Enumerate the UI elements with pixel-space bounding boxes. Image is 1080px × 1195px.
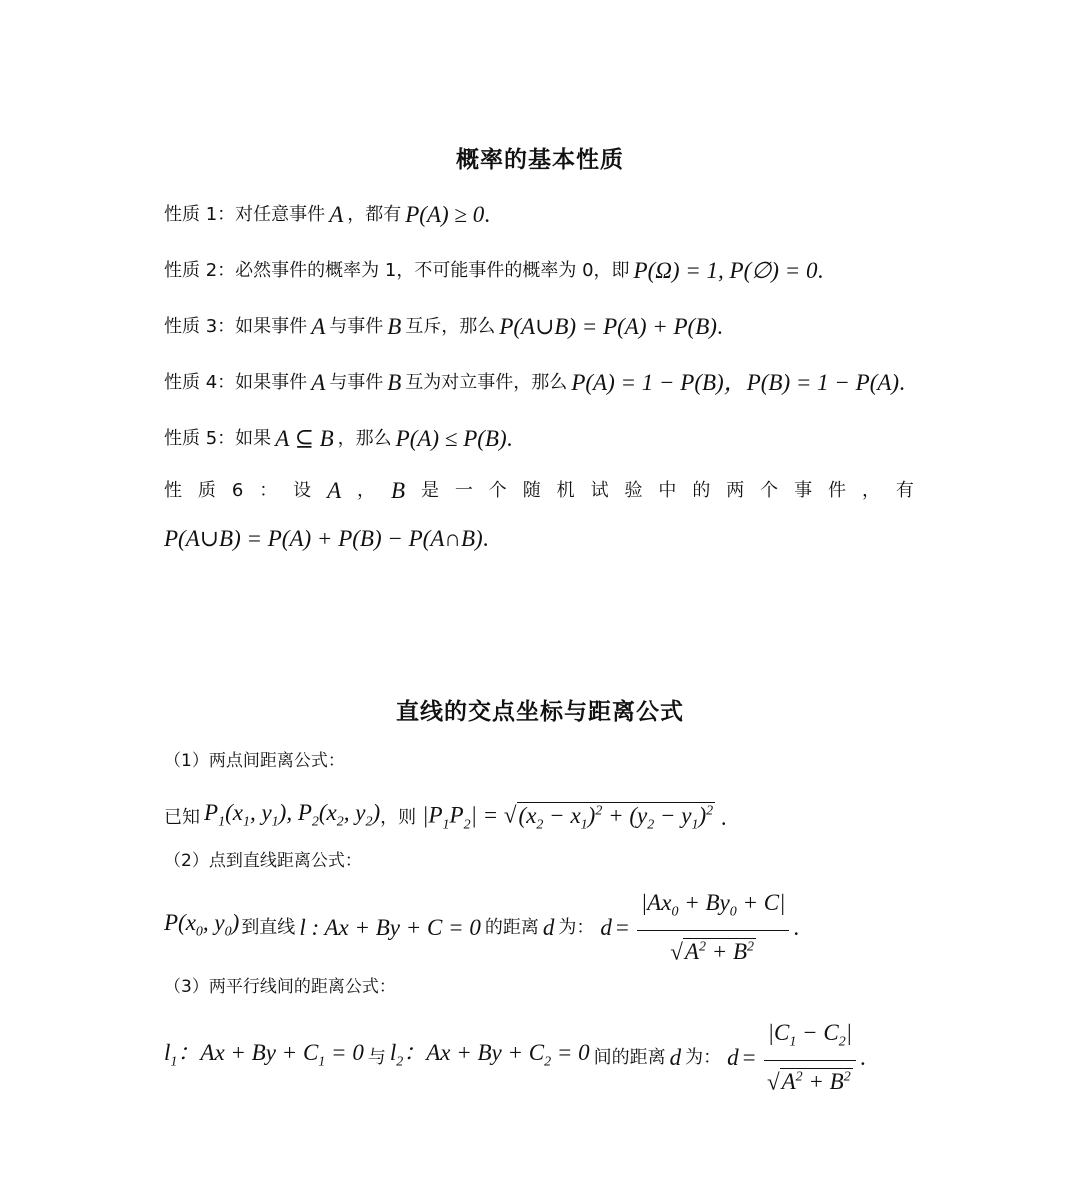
property-2-label: 性质 2：必然事件的概率为 1，不可能事件的概率为 0，即 [164,260,630,281]
distance-label: 的距离 [484,916,539,938]
property-4-mid2: 互为对立事件，那么 [405,372,568,393]
property-6-word: 件 [828,480,847,501]
property-6-line-2: P(A∪B) = P(A) + P(B) − P(A∩B) . [164,524,488,554]
property-6-word: 事 [794,480,813,501]
property-6-word: 个 [760,480,779,501]
property-3-label: 性质 3：如果事件 [164,316,308,337]
parallel-line-distance-formula: $l_1$：$Ax + By + C_1 = 0$ 与 $l_2$：$Ax + By + C_2 = 0$ 间的距离 d 为： d = $\frac{|C_1 - C_2|}{√A^2 + B^2}$ . [164,1018,866,1097]
var-a: A [311,370,326,395]
property-6-word: 一 [454,480,473,501]
fraction-denominator: $√A^2 + B^2$ [766,1069,851,1095]
property-5-condition: A ⊆ B [275,426,334,451]
property-6-word: A [327,478,342,503]
property-5-label: 性质 5：如果 [164,428,272,449]
property-4: 性质 4：如果事件 A 与事件 B 互为对立事件，那么 P(A) = 1 − P(B)，P(B) = 1 − P(A) . [164,368,905,398]
subsection-1-heading: （1）两点间距离公式： [164,751,345,771]
two-point-distance-formula: 已知 $P_1(x_1$, $y_1$), $P_2(x_2$, $y_2$) ，则 $|P_1P_2| = √(x_2 - x_1)^2 + (y_2 - y_1)^2$ . [164,796,727,840]
property-5-formula: P(A) ≤ P(B) [395,426,507,451]
property-6-word: 的 [692,480,711,501]
line-l1-equation: $l_1$：$Ax + By + C_1 = 0$ [164,1039,364,1070]
subsection-3-heading: （3）两平行线间的距离公式： [164,977,396,997]
var-b: B [387,314,402,339]
distance-p1p2: $|P_1P_2| = √(x_2 - x_1)^2 + (y_2 - y_1)^2$ [422,802,714,833]
between-label: 间的距离 [593,1046,666,1068]
property-6-word: B [390,478,406,503]
property-1: 性质 1：对任意事件 A ，都有 P(A) ≥ 0 . [164,200,490,230]
property-6-word: ， [861,480,880,501]
property-1-label: 性质 1：对任意事件 [164,204,326,225]
property-1-sep: ，都有 [347,204,402,225]
var-d: d [542,914,555,940]
property-6-formula: P(A∪B) = P(A) + P(B) − P(A∩B) [164,526,483,551]
property-5: 性质 5：如果 A ⊆ B ，那么 P(A) ≤ P(B) . [164,424,512,454]
line-l2-equation: $l_2$：$Ax + By + C_2 = 0$ [389,1039,590,1070]
known-label: 已知 [164,807,200,829]
point-line-distance-formula: $P(x_0$, $y_0$) 到直线 l : Ax + By + C = 0 的距离 d 为： d = $\frac{|Ax_0 + By_0 + C|}{√A^2 + B^2}$ . [164,888,799,967]
property-6-word: 中 [658,480,677,501]
property-5-mid: ，那么 [337,428,392,449]
is-label: 为： [685,1046,722,1068]
property-4-label: 性质 4：如果事件 [164,372,308,393]
property-6-word: ： [259,480,278,501]
property-2-formula: P(Ω) = 1, P(∅) = 0 [633,258,818,283]
var-d: d [600,914,612,940]
to-line-label: 到直线 [241,916,296,938]
fraction-numerator: $|Ax_0 + By_0 + C|$ [637,888,790,931]
property-4-mid1: 与事件 [329,372,384,393]
point-p: $P(x_0$, $y_0$) [164,909,240,940]
property-6-word: 试 [590,480,609,501]
section-title-line-distance: 直线的交点坐标与距离公式 [396,699,684,725]
property-6-word: 设 [293,480,312,501]
property-6-word: 随 [522,480,541,501]
section-title-probability: 概率的基本性质 [456,147,624,173]
line-l-equation: l : Ax + By + C = 0 [299,914,481,940]
var-a: A [311,314,326,339]
property-4-formula: P(A) = 1 − P(B)，P(B) = 1 − P(A) [571,370,900,395]
parallel-line-fraction [764,1018,856,1097]
property-6-word: 有 [895,480,914,501]
var-d: d [727,1044,739,1070]
property-1-formula: P(A) ≥ 0 [405,202,485,227]
property-6-word: 个 [488,480,507,501]
property-6-word: 两 [726,480,745,501]
var-b: B [387,370,402,395]
property-6-line-1 [164,476,914,506]
property-6-word: 是 [420,480,439,501]
property-6-word: ， [357,480,376,501]
fraction-denominator: $√A^2 + B^2$ [670,939,755,965]
property-3-mid2: 互斥，那么 [405,316,496,337]
and-label: 与 [367,1046,386,1068]
property-3-formula: P(A∪B) = P(A) + P(B) [499,314,717,339]
point-line-fraction [637,888,790,967]
subsection-2-heading: （2）点到直线距离公式： [164,851,362,871]
property-6-word: 机 [556,480,575,501]
property-3: 性质 3：如果事件 A 与事件 B 互斥，那么 P(A∪B) = P(A) + P(B) . [164,312,723,342]
then-label: ，则 [380,807,417,829]
is-label: 为： [558,916,595,938]
fraction-numerator: $|C_1 - C_2|$ [764,1018,856,1061]
property-6-word: 6 [231,480,244,501]
property-2: 性质 2：必然事件的概率为 1，不可能事件的概率为 0，即 P(Ω) = 1, P(∅) = 0 . [164,256,823,286]
property-6-word: 性 [164,480,182,501]
property-6-word: 验 [624,480,643,501]
var-d: d [669,1044,682,1070]
var-a: A [329,202,344,227]
points-p1-p2: $P_1(x_1$, $y_1$), $P_2(x_2$, $y_2$) [204,800,381,830]
property-3-mid1: 与事件 [329,316,384,337]
property-6-word: 质 [197,480,216,501]
